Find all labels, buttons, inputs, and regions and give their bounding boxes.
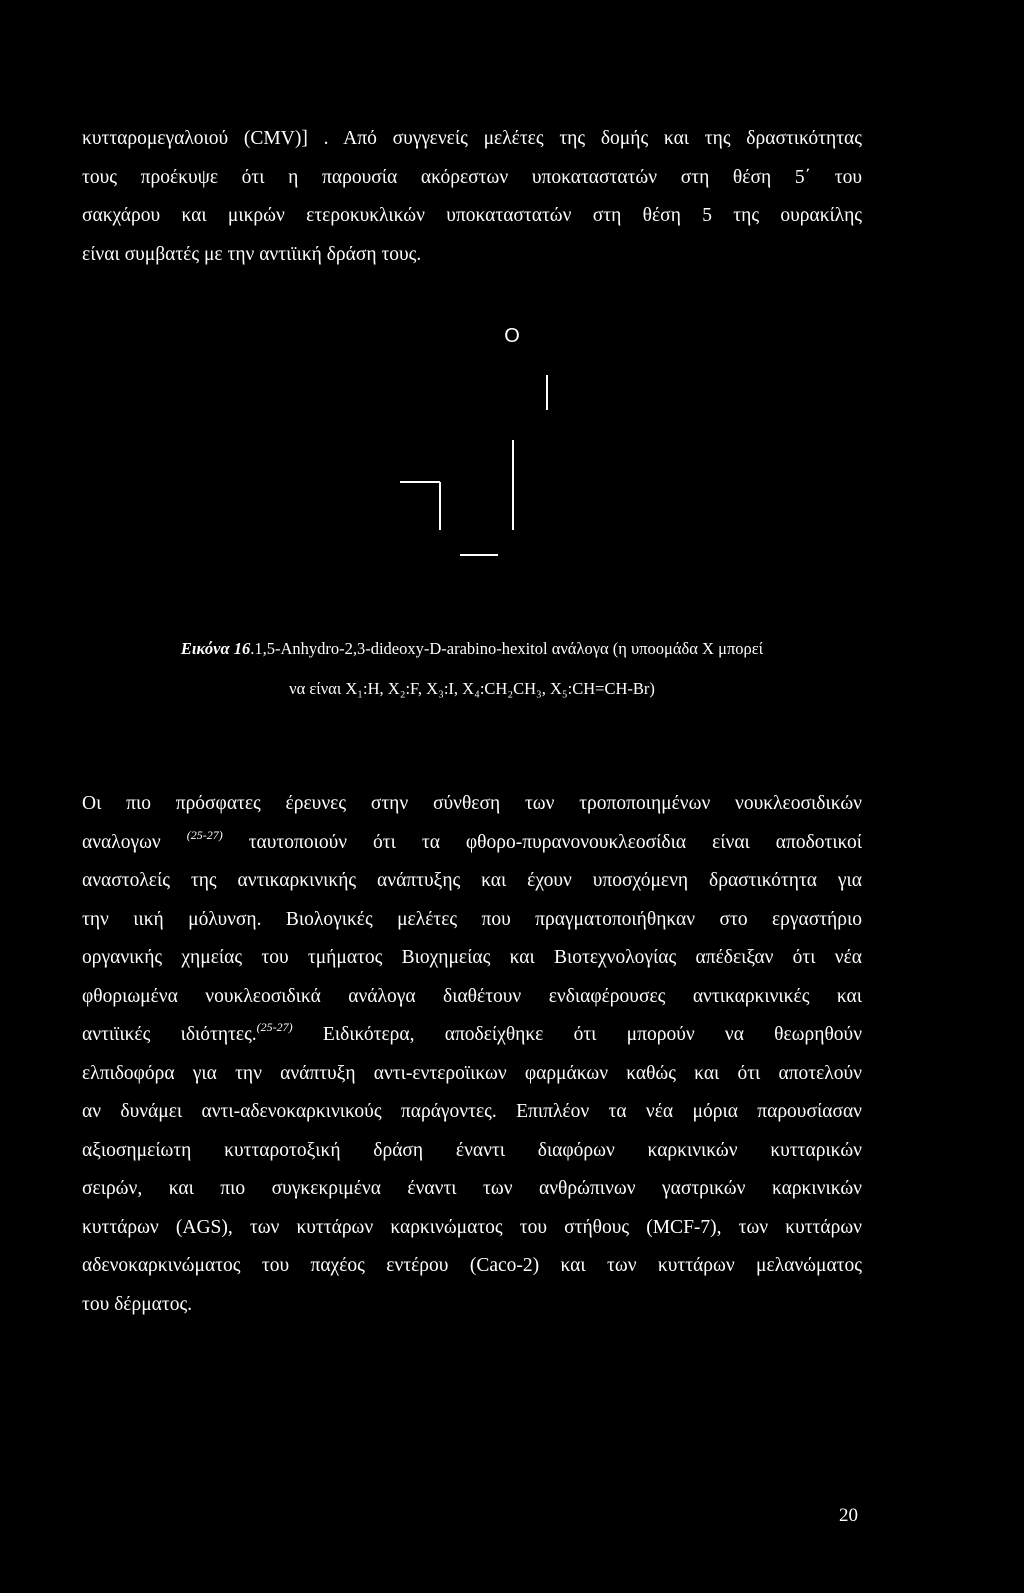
caption-text: .1,5-Anhydro-2,3-dideoxy-D-arabino-hexitol ανάλογα (η υποομάδα X μπορεί: [250, 639, 764, 658]
text-line: του δέρματος.: [82, 1293, 193, 1315]
text-line: αδενοκαρκινώματος του παχέος εντέρου (Caco-2) και των κυττάρων μελανώματος: [82, 1255, 862, 1276]
text-fragment: Ειδικότερα, αποδείχθηκε ότι μπορούν να θεωρηθούν: [322, 1024, 863, 1045]
page-number: 20: [839, 1505, 858, 1526]
figure-caption-line-1: [82, 638, 862, 660]
text-line: [82, 824, 862, 863]
figure-label: Εικόνα 16: [180, 639, 251, 658]
text-line: κυτταρομεγαλοιού (CMV)] . Από συγγενείς μελέτες της δομής και της δραστικότητας: [82, 128, 862, 149]
citation-reference: (25-27): [186, 827, 223, 842]
research-paragraph: [82, 785, 862, 1324]
citation-reference: (25-27): [256, 1020, 293, 1034]
chemical-structure-figure: [380, 310, 580, 580]
text-line: αν δυνάμει αντι-αδενοκαρκινικούς παράγοντες. Επιπλέον τα νέα μόρια παρουσίασαν: [82, 1101, 862, 1122]
text-line: κυττάρων (AGS), των κυττάρων καρκινώματος του στήθους (MCF-7), των κυττάρων: [82, 1216, 862, 1238]
text-line: οργανικής χημείας του τμήματος Βιοχημείας και Βιοτεχνολογίας απέδειξαν ότι νέα: [82, 947, 862, 968]
text-fragment: αντιϊικές ιδιότητες.: [82, 1024, 257, 1045]
text-fragment: αναλογων: [82, 831, 161, 853]
text-line: [82, 1016, 862, 1055]
text-line: σειρών, και πιο συγκεκριμένα έναντι των ανθρώπινων γαστρικών καρκινικών: [82, 1178, 862, 1199]
text-line: φθοριωμένα νουκλεοσιδικά ανάλογα διαθέτουν ενδιαφέρουσες αντικαρκινικές και: [82, 985, 862, 1007]
text-line: σακχάρου και μικρών ετεροκυκλικών υποκαταστατών στη θέση 5 της ουρακίλης: [82, 205, 862, 226]
figure-caption-line-2: να είναι X₁:H, X₂:F, X₃:I, X₄:CH₂CH₃, X₅:CH=CH-Br): [289, 679, 655, 698]
text-line: τους προέκυψε ότι η παρουσία ακόρεστων υποκαταστατών στη θέση 5΄ του: [82, 166, 862, 188]
text-fragment: ταυτοποιούν ότι τα φθορο-πυρανονουκλεοσίδια είναι αποδοτικοί: [248, 831, 862, 853]
oxygen-atom-label: O: [504, 325, 520, 347]
text-line: ελπιδοφόρα για την ανάπτυξη αντι-εντεροϊικων φαρμάκων καθώς και ότι αποτελούν: [82, 1062, 862, 1084]
text-line: αναστολείς της αντικαρκινικής ανάπτυξης και έχουν υποσχόμενη δραστικότητα για: [82, 870, 862, 891]
text-line: Οι πιο πρόσφατες έρευνες στην σύνθεση των τροποποιημένων νουκλεοσιδικών: [82, 793, 862, 814]
text-line: είναι συμβατές με την αντιϊική δράση τους.: [82, 243, 422, 265]
text-line: αξιοσημείωτη κυτταροτοξική δράση έναντι διαφόρων καρκινικών κυτταρικών: [82, 1139, 862, 1161]
text-line: την ιική μόλυνση. Βιολογικές μελέτες που πραγματοποιήθηκαν στο εργαστήριο: [82, 908, 862, 930]
intro-paragraph: [82, 120, 862, 274]
